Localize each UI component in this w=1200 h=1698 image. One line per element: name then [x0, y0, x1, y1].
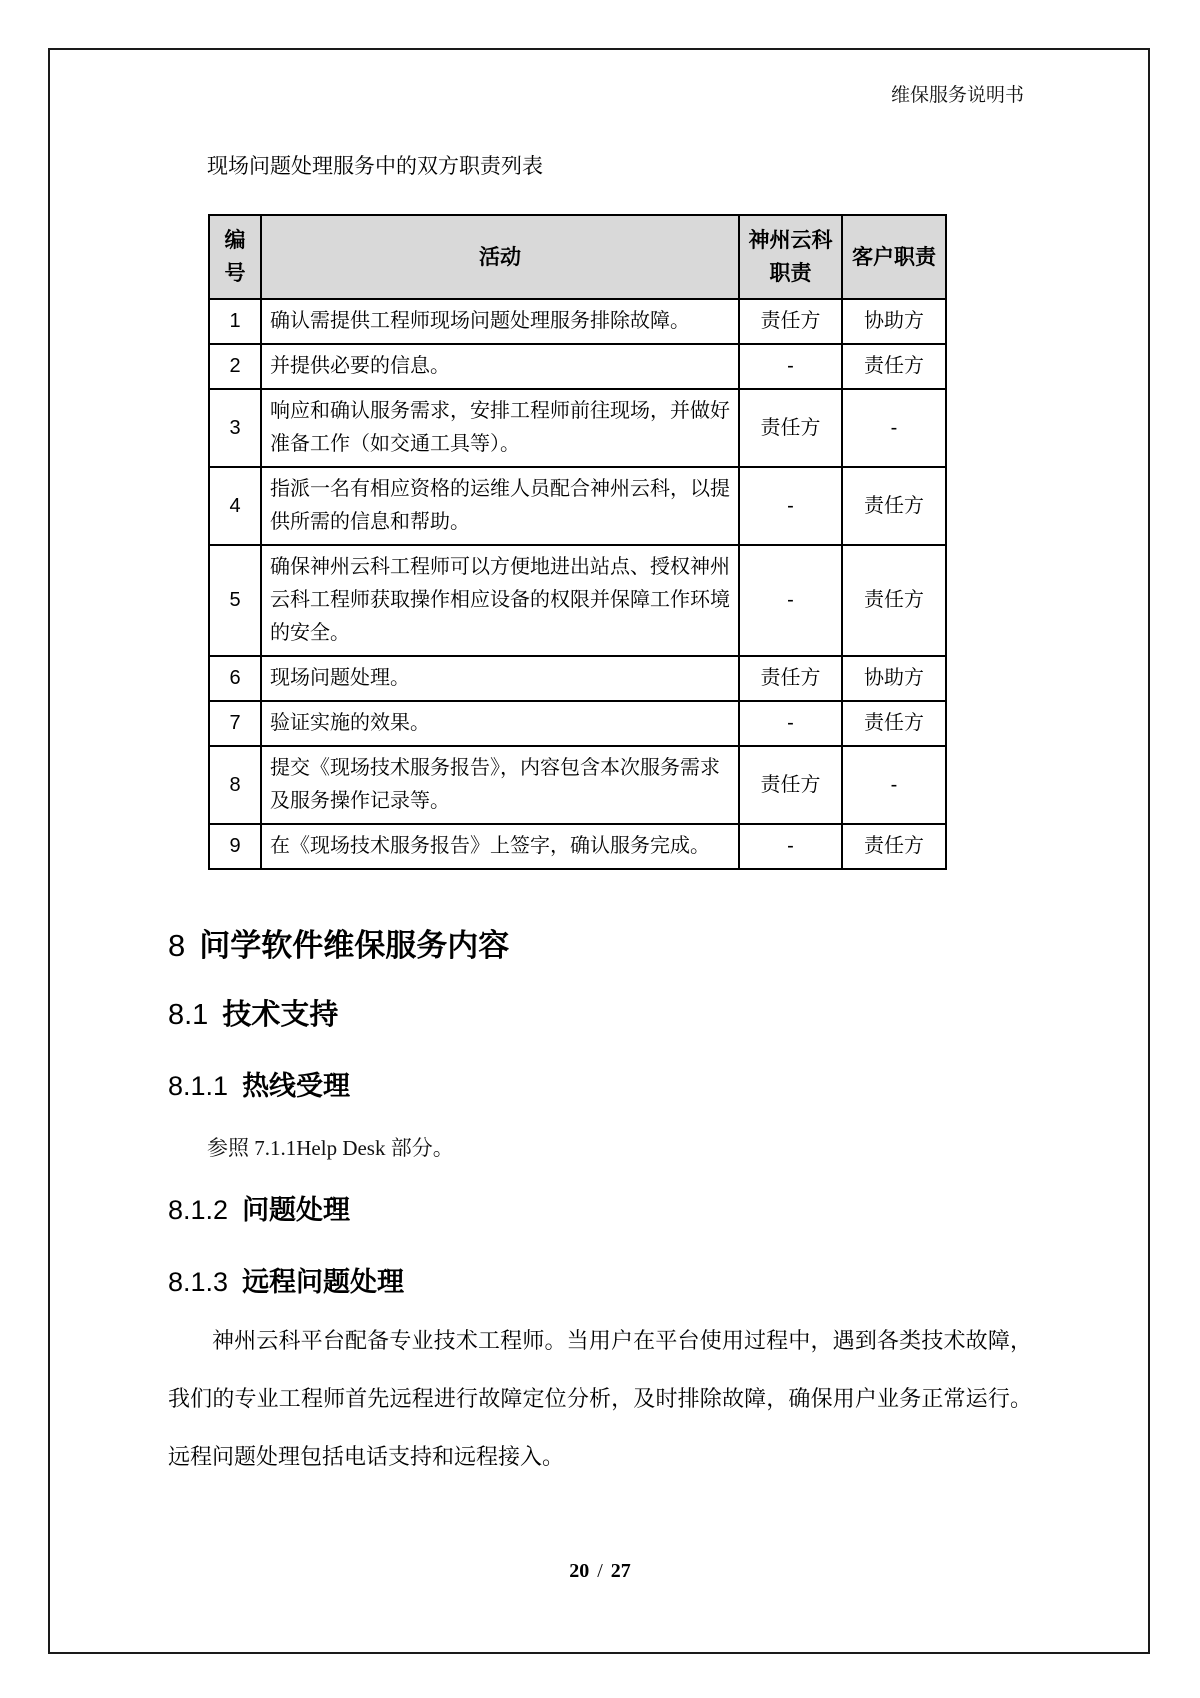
cell-activity: 验证实施的效果。 [261, 701, 739, 746]
cell-vendor-responsibility: 责任方 [739, 656, 842, 701]
reference-paragraph: 参照 7.1.1Help Desk 部分。 [207, 1136, 454, 1160]
cell-activity: 确保神州云科工程师可以方便地进出站点、授权神州云科工程师获取操作相应设备的权限并保障工作环境的安全。 [261, 545, 739, 656]
section-number: 8.1 [168, 999, 209, 1031]
cell-activity: 提交《现场技术服务报告》，内容包含本次服务需求及服务操作记录等。 [261, 746, 739, 824]
cell-number: 4 [209, 467, 261, 545]
table-header-row [209, 215, 946, 299]
cell-customer-responsibility: 责任方 [842, 545, 946, 656]
cell-vendor-responsibility: - [739, 701, 842, 746]
table-row [209, 746, 946, 824]
cell-number: 1 [209, 299, 261, 344]
cell-number: 6 [209, 656, 261, 701]
cell-vendor-responsibility: - [739, 824, 842, 869]
cell-customer-responsibility: - [842, 746, 946, 824]
table-row [209, 467, 946, 545]
section-heading-8-1-2 [168, 1188, 350, 1227]
cell-activity: 确认需提供工程师现场问题处理服务排除故障。 [261, 299, 739, 344]
cell-customer-responsibility: 责任方 [842, 824, 946, 869]
cell-number: 2 [209, 344, 261, 389]
cell-customer-responsibility: 责任方 [842, 467, 946, 545]
cell-vendor-responsibility: 责任方 [739, 389, 842, 467]
cell-vendor-responsibility: 责任方 [739, 299, 842, 344]
page-number-current: 20 [569, 1560, 590, 1582]
page-number-total: 27 [610, 1560, 631, 1582]
cell-number: 3 [209, 389, 261, 467]
section-number: 8.1.3 [168, 1267, 229, 1297]
cell-customer-responsibility: 责任方 [842, 344, 946, 389]
cell-number: 8 [209, 746, 261, 824]
cell-vendor-responsibility: - [739, 545, 842, 656]
section-heading-8-1-3 [168, 1260, 404, 1299]
body-paragraph: 神州云科平台配备专业技术工程师。当用户在平台使用过程中，遇到各类技术故障，我们的专业工程师首先远程进行故障定位分析，及时排除故障，确保用户业务正常运行。远程问题处理包括电话支持和远程接入。 [168, 1328, 1032, 1469]
cell-activity: 现场问题处理。 [261, 656, 739, 701]
table-row [209, 701, 946, 746]
column-header-1: 活动 [261, 215, 739, 299]
cell-number: 9 [209, 824, 261, 869]
responsibility-table [208, 214, 947, 870]
column-header-0: 编号 [209, 215, 261, 299]
document-header-title: 维保服务说明书 [890, 85, 1024, 106]
cell-vendor-responsibility: 责任方 [739, 746, 842, 824]
section-title: 热线受理 [242, 1071, 351, 1101]
cell-customer-responsibility: 协助方 [842, 299, 946, 344]
section-number: 8.1.1 [168, 1071, 229, 1101]
cell-activity: 响应和确认服务需求，安排工程师前往现场，并做好准备工作（如交通工具等）。 [261, 389, 739, 467]
cell-vendor-responsibility: - [739, 467, 842, 545]
table-row [209, 344, 946, 389]
section-heading-8-1-1 [168, 1064, 350, 1103]
cell-customer-responsibility: 协助方 [842, 656, 946, 701]
section-heading-8-1 [168, 992, 338, 1033]
section-heading-8 [168, 920, 509, 965]
section-number: 8.1.2 [168, 1195, 229, 1225]
section-title: 远程问题处理 [242, 1267, 405, 1297]
table-row [209, 389, 946, 467]
column-header-3: 客户职责 [842, 215, 946, 299]
cell-vendor-responsibility: - [739, 344, 842, 389]
cell-number: 7 [209, 701, 261, 746]
cell-activity: 指派一名有相应资格的运维人员配合神州云科，以提供所需的信息和帮助。 [261, 467, 739, 545]
table-row [209, 545, 946, 656]
table-row [209, 299, 946, 344]
cell-customer-responsibility: 责任方 [842, 701, 946, 746]
page-number-separator: / [597, 1560, 603, 1582]
cell-activity: 在《现场技术服务报告》上签字，确认服务完成。 [261, 824, 739, 869]
table-row [209, 656, 946, 701]
table-caption: 现场问题处理服务中的双方职责列表 [207, 155, 543, 178]
table-row [209, 824, 946, 869]
section-title: 技术支持 [222, 999, 339, 1031]
section-title: 问题处理 [242, 1195, 351, 1225]
cell-number: 5 [209, 545, 261, 656]
section-number: 8 [168, 928, 186, 963]
column-header-2: 神州云科职责 [739, 215, 842, 299]
page-footer [168, 1560, 1032, 1583]
cell-activity: 并提供必要的信息。 [261, 344, 739, 389]
section-title: 问学软件维保服务内容 [199, 928, 510, 963]
cell-customer-responsibility: - [842, 389, 946, 467]
